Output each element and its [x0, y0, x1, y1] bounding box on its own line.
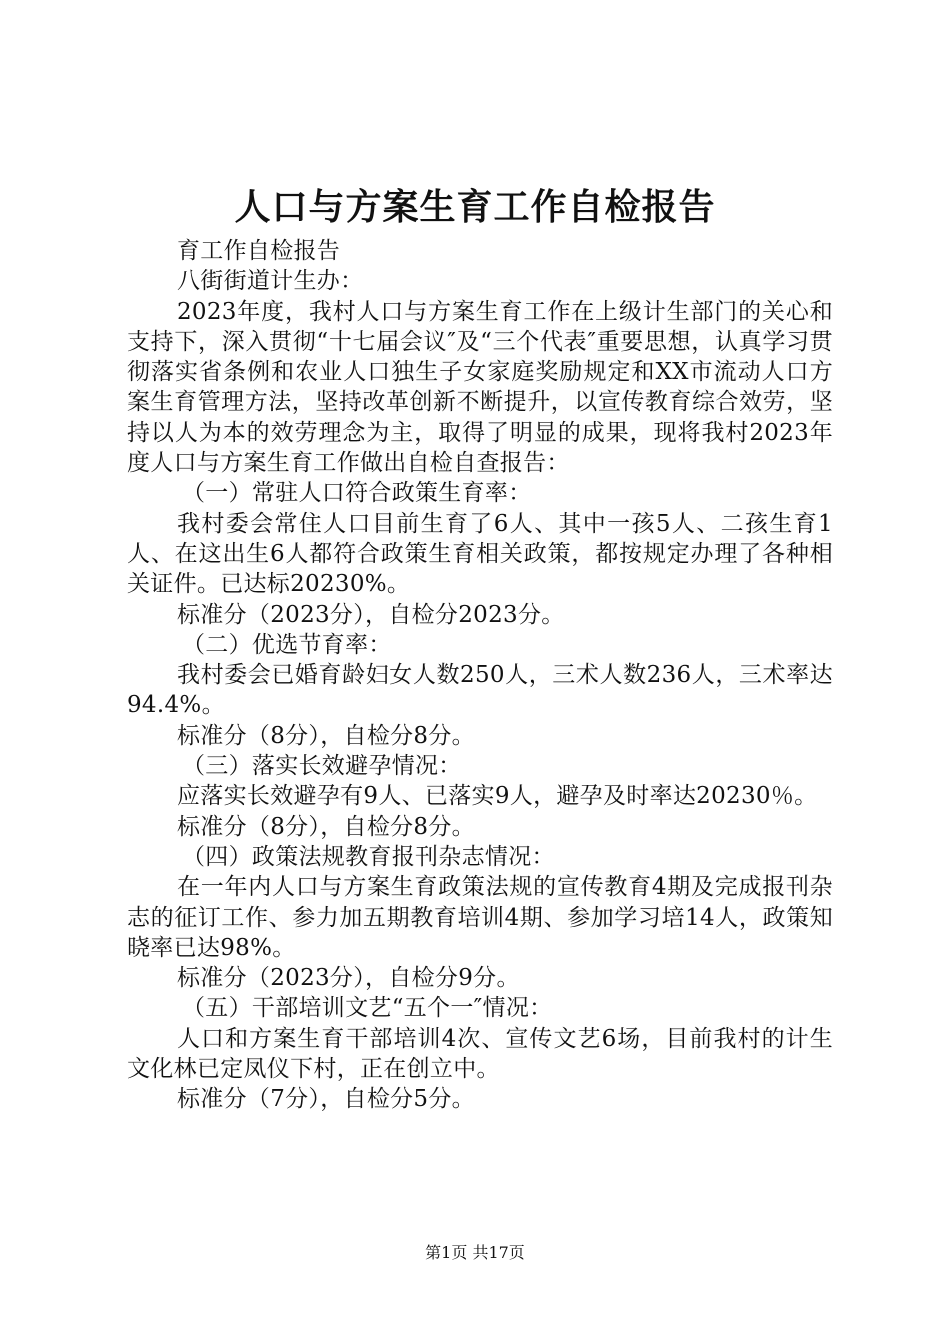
- section-heading-3: （三）落实长效避孕情况：: [182, 753, 462, 780]
- paragraph-addressee: 八街街道计生办：: [177, 268, 364, 295]
- section-heading-5: （五）干部培训文艺“五个一″情况：: [182, 995, 553, 1022]
- section-score-4: 标准分（2023分），自检分9分。: [177, 965, 520, 992]
- section-body-5: 人口和方案生育干部培训4次、宣传文艺6场，目前我村的计生文化林已定凤仪下村，正在创立中。: [127, 1025, 833, 1083]
- page-number: 第1页 共17页: [425, 1243, 525, 1262]
- section-body-4: 在一年内人口与方案生育政策法规的宣传教育4期及完成报刊杂志的征订工作、参力加五期教育培训4期、参加学习培14人，政策知晓率已达98%。: [127, 874, 833, 961]
- section-heading-1: （一）常驻人口符合政策生育率：: [182, 480, 532, 507]
- section-heading-4: （四）政策法规教育报刊杂志情况：: [182, 843, 555, 870]
- document-title: 人口与方案生育工作自检报告: [234, 186, 716, 228]
- paragraph-intro: 2023年度，我村人口与方案生育工作在上级计生部门的关心和支持下，深入贯彻“十七届会议″及“三个代表″重要思想，认真学习贯彻落实省条例和农业人口独生子女家庭奖励规定和XX市流动人口方案生育管理方法，坚持改革创新不断提升，以宣传教育综合效劳，坚持以人为本的效劳理念为主，取得了明显的成果，现将我村2023年度人口与方案生育工作做出自检自查报告：: [127, 298, 833, 477]
- section-body-3: 应落实长效避孕有9人、已落实9人，避孕及时率达20230％。: [177, 783, 818, 810]
- section-score-5: 标准分（7分），自检分5分。: [177, 1086, 475, 1113]
- section-score-1: 标准分（2023分），自检分2023分。: [177, 601, 565, 628]
- section-body-2: 我村委会已婚育龄妇女人数250人，三术人数236人，三术率达94.4%。: [127, 662, 833, 719]
- section-heading-2: （二）优选节育率：: [182, 631, 392, 658]
- section-score-3: 标准分（8分），自检分8分。: [177, 813, 475, 840]
- section-body-1: 我村委会常住人口目前生育了6人、其中一孩5人、二孩生育1人、在这出生6人都符合政策生育相关政策，都按规定办理了各种相关证件。已达标20230%。: [127, 510, 833, 598]
- section-score-2: 标准分（8分），自检分8分。: [177, 722, 475, 749]
- document-body: [127, 236, 833, 1115]
- paragraph-subtitle: 育工作自检报告: [177, 238, 341, 264]
